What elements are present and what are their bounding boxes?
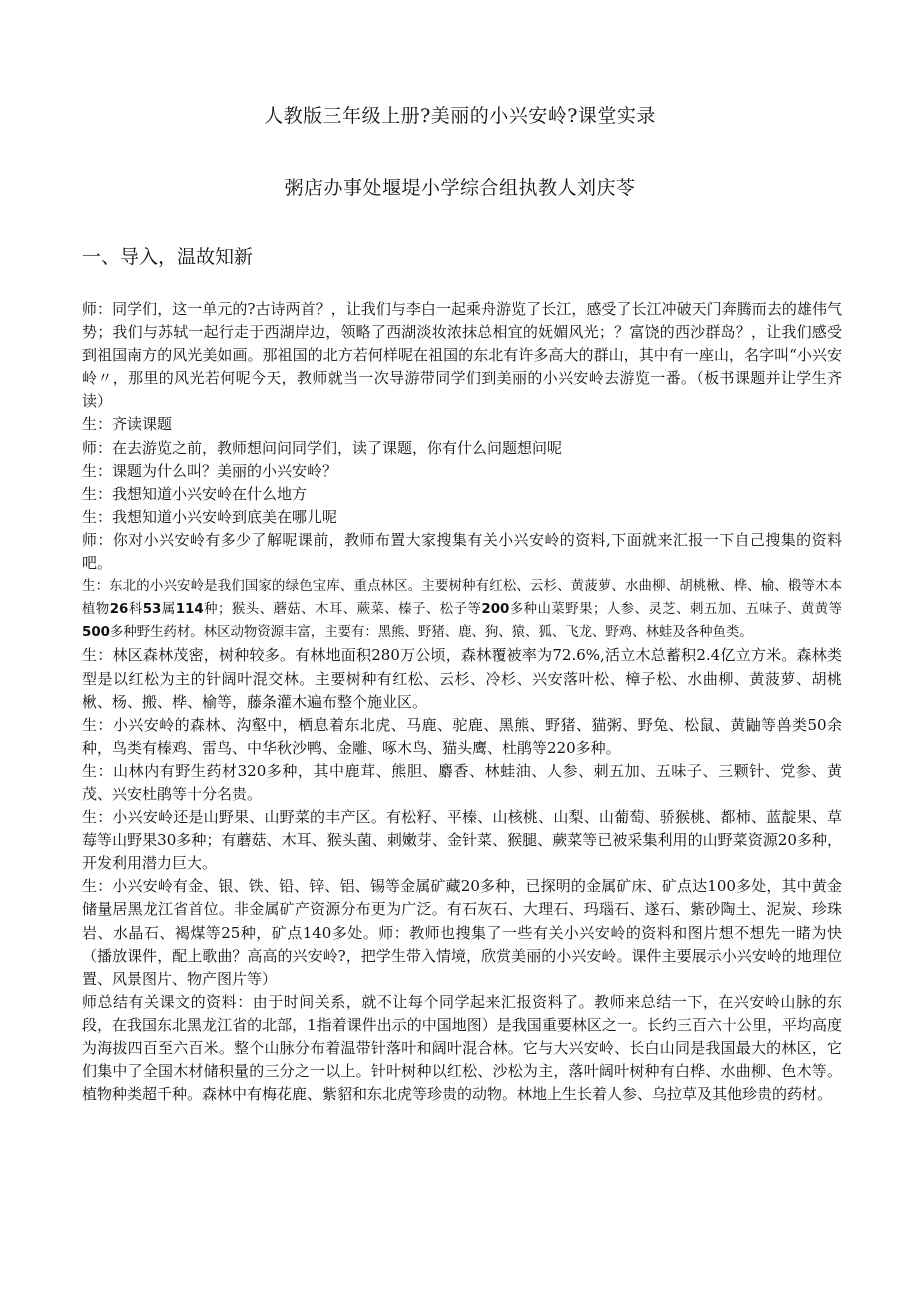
document-title: 人教版三年级上册?美丽的小兴安岭?课堂实录 (264, 105, 656, 127)
document-subtitle: 粥店办事处堰堤小学综合组执教人刘庆苓 (284, 177, 636, 199)
paragraph: 师：同学们，这一单元的?古诗两首？，让我们与李白一起乘舟游览了长江，感受了长江冲破天门奔腾而去的雄伟气势；我们与苏轼一起行走于西湖岸边，领略了西湖淡妆浓抹总相宜的妩媚风光；？富饶的西沙群岛？，让我们感受到祖国南方的风光美如画。那祖国的北方若何样呢在祖国的东北有许多高大的群山，其中有一座山，名字叫“小兴安岭〃，那里的风光若何呢今天，教师就当一次导游带同学们到美丽的小兴安岭去游览一番。（板书课题并让学生齐读） (82, 300, 842, 411)
bold-number: 53 (142, 602, 162, 618)
paragraph-small-print (82, 575, 842, 644)
paragraph: 生：小兴安岭还是山野果、山野菜的丰产区。有松籽、平榛、山核桃、山梨、山葡萄、骄猴桃、都柿、蓝靛果、草莓等山野果30多种；有蘑菇、木耳、猴头菌、刺嫩芽、金针菜、猴腿、蕨菜等已被采集利用的山野菜资源20多种，开发利用潜力巨大。 (82, 808, 842, 873)
paragraph: 生：我想知道小兴安岭在什么地方 (82, 484, 308, 503)
paragraph: 生：小兴安岭的森林、沟壑中，栖息着东北虎、马鹿、驼鹿、黑熊、野猪、猫粥、野兔、松鼠、黄鼬等兽类50余种，鸟类有榛鸡、雷鸟、中华秋沙鸭、金雕、啄木鸟、猫头鹰、杜鹃等220多种。 (82, 715, 842, 757)
paragraph: 生：山林内有野生药材320多种，其中鹿茸、熊胆、麝香、林蛙油、人参、刺五加、五味子、三颗针、党参、黄茂、兴安杜鹃等十分名贵。 (82, 761, 842, 803)
paragraph: 生：课题为什么叫？美丽的小兴安岭？ (82, 461, 338, 480)
bold-number: 114 (175, 602, 204, 618)
document-body (82, 298, 842, 1106)
section-heading: 一、导入，温故知新 (82, 246, 254, 268)
text-run: 生：东北的小兴安岭是我们国家的绿色宝库、重点林区。主要树种有红松、云杉、黄菠萝、水曲柳、胡桃楸、桦、榆、椴等木本植物 (82, 579, 842, 618)
paragraph: 师：在去游览之前，教师想问问同学们，读了课题，你有什么问题想问呢 (82, 438, 563, 457)
paragraph: 生：林区森林茂密，树种较多。有林地面积280万公顷，森林覆被率为72.6%,活立木总蓄积2.4亿立方米。森林类型是以红松为主的针阔叶混交林。主要树种有红松、云杉、冷杉、兴安落叶松、樟子松、水曲柳、黄菠萝、胡桃楸、杨、搬、桦、榆等，藤条灌木遍布整个施业区。 (82, 646, 842, 711)
bold-number: 200 (481, 602, 510, 618)
text-run: 科 (128, 602, 143, 618)
bold-number: 500 (82, 625, 110, 641)
text-run: 属 (161, 602, 176, 618)
text-run: 多种野生药材。林区动物资源丰富，主要有：黑熊、野猪、鹿、狗、猿、狐、飞龙、野鸡、林蛙及各种鱼类。 (109, 625, 753, 641)
bold-number: 26 (109, 602, 129, 618)
paragraph: 生：小兴安岭有金、银、铁、铅、锌、铝、锡等金属矿藏20多种，已探明的金属矿床、矿点达100多处，其中黄金储量居黑龙江省首位。非金属矿产资源分布更为广泛。有石灰石、大理石、玛瑙石、遂石、紫砂陶土、泥炭、珍珠岩、水晶石、褐煤等25种，矿点140多处。师：教师也搜集了一些有关小兴安岭的资料和图片想不想先一睹为快（播放课件，配上歌曲？高高的兴安岭?，把学生带入情境，欣赏美丽的小兴安岭。课件主要展示小兴安岭的地理位置、风景图片、物产图片等） (82, 877, 842, 988)
paragraph: 生：我想知道小兴安岭到底美在哪儿呢 (82, 507, 338, 526)
text-run: 多种山菜野果；人参、灵芝、刺五加、五味子、黄黄等 (509, 602, 843, 618)
paragraph: 生：齐读课题 (82, 415, 173, 434)
paragraph: 师总结有关课文的资料：由于时间关系，就不让每个同学起来汇报资料了。教师来总结一下，在兴安岭山脉的东段，在我国东北黑龙江省的北部，1指着课件出示的中国地图）是我国重要林区之一。长约三百六十公里，平均高度为海拔四百至六百米。整个山脉分布着温带针落叶和阔叶混合林。它与大兴安岭、长白山同是我国最大的林区，它们集中了全国木材储积量的三分之一以上。针叶树种以红松、沙松为主，落叶阔叶树种有白桦、水曲柳、色木等。植物种类超千种。森林中有梅花鹿、紫貂和东北虎等珍贵的动物。林地上生长着人参、乌拉草及其他珍贵的药材。 (82, 992, 842, 1104)
text-run: 种；猴头、蘑菇、木耳、蕨菜、榛子、松子等 (203, 602, 482, 618)
paragraph: 师：你对小兴安岭有多少了解呢课前，教师布置大家搜集有关小兴安岭的资料,下面就来汇报一下自己搜集的资料吧。 (82, 530, 842, 573)
